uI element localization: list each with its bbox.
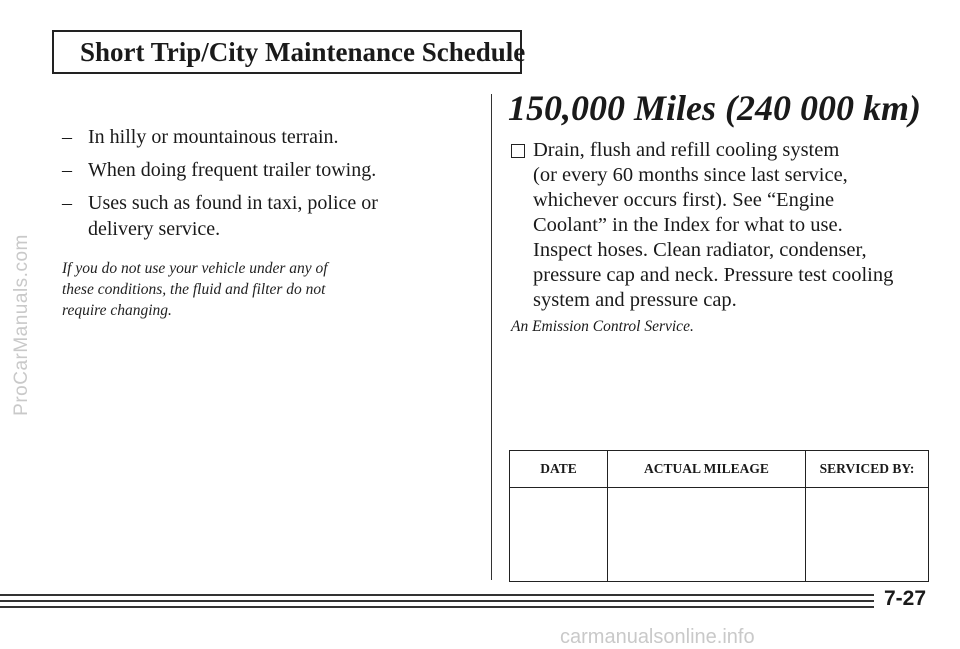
side-watermark-text: ProCarManuals.com — [11, 233, 33, 416]
note-line: require changing. — [62, 302, 172, 319]
checklist-item — [508, 138, 938, 313]
table-header-row — [510, 451, 929, 488]
dash-icon: – — [62, 159, 72, 181]
footer-rule — [0, 594, 874, 596]
footer-rule — [0, 606, 874, 608]
page-number: 7-27 — [884, 587, 927, 610]
note-line: If you do not use your vehicle under any of — [62, 260, 328, 277]
bullet-item — [62, 124, 452, 150]
bullet-text: When doing frequent trailer towing. — [88, 159, 377, 181]
footer-watermark: carmanualsonline.info — [560, 626, 755, 648]
left-column — [62, 124, 452, 321]
dash-icon: – — [62, 126, 72, 148]
side-watermark — [4, 0, 40, 649]
conditions-note — [62, 258, 452, 321]
serviced-by-cell[interactable] — [806, 488, 929, 582]
dash-icon: – — [62, 192, 72, 214]
table-header-mileage: ACTUAL MILEAGE — [608, 451, 806, 488]
column-divider — [491, 94, 492, 580]
right-column — [508, 86, 938, 336]
section-header — [52, 30, 526, 74]
section-title: Short Trip/City Maintenance Schedule — [80, 36, 526, 67]
mileage-heading: 150,000 Miles (240 000 km) — [508, 88, 921, 128]
bullet-text: In hilly or mountainous terrain. — [88, 126, 339, 148]
checklist-text: Drain, flush and refill cooling system (or every 60 months since last service, whichever occurs first). See “Engine Coolant” in the Index for what to use. Inspect hoses. Clean radiator, condenser, pressure cap and neck. Pressure test cooling system and pressure cap. — [533, 139, 894, 311]
service-type-note: An Emission Control Service. — [511, 318, 694, 335]
bullet-item — [62, 157, 452, 183]
service-record-table — [509, 450, 929, 582]
note-line: these conditions, the fluid and filter do not — [62, 281, 326, 298]
bullet-text: delivery service. — [88, 218, 221, 240]
table-row — [510, 488, 929, 582]
table-header-serviced-by: SERVICED BY: — [806, 451, 929, 488]
footer-rule — [0, 600, 874, 602]
bullet-text: Uses such as found in taxi, police or — [88, 192, 378, 214]
table-header-date: DATE — [510, 451, 608, 488]
date-cell[interactable] — [510, 488, 608, 582]
mileage-cell[interactable] — [608, 488, 806, 582]
checkbox-icon[interactable] — [511, 144, 525, 158]
bullet-item — [62, 190, 452, 242]
